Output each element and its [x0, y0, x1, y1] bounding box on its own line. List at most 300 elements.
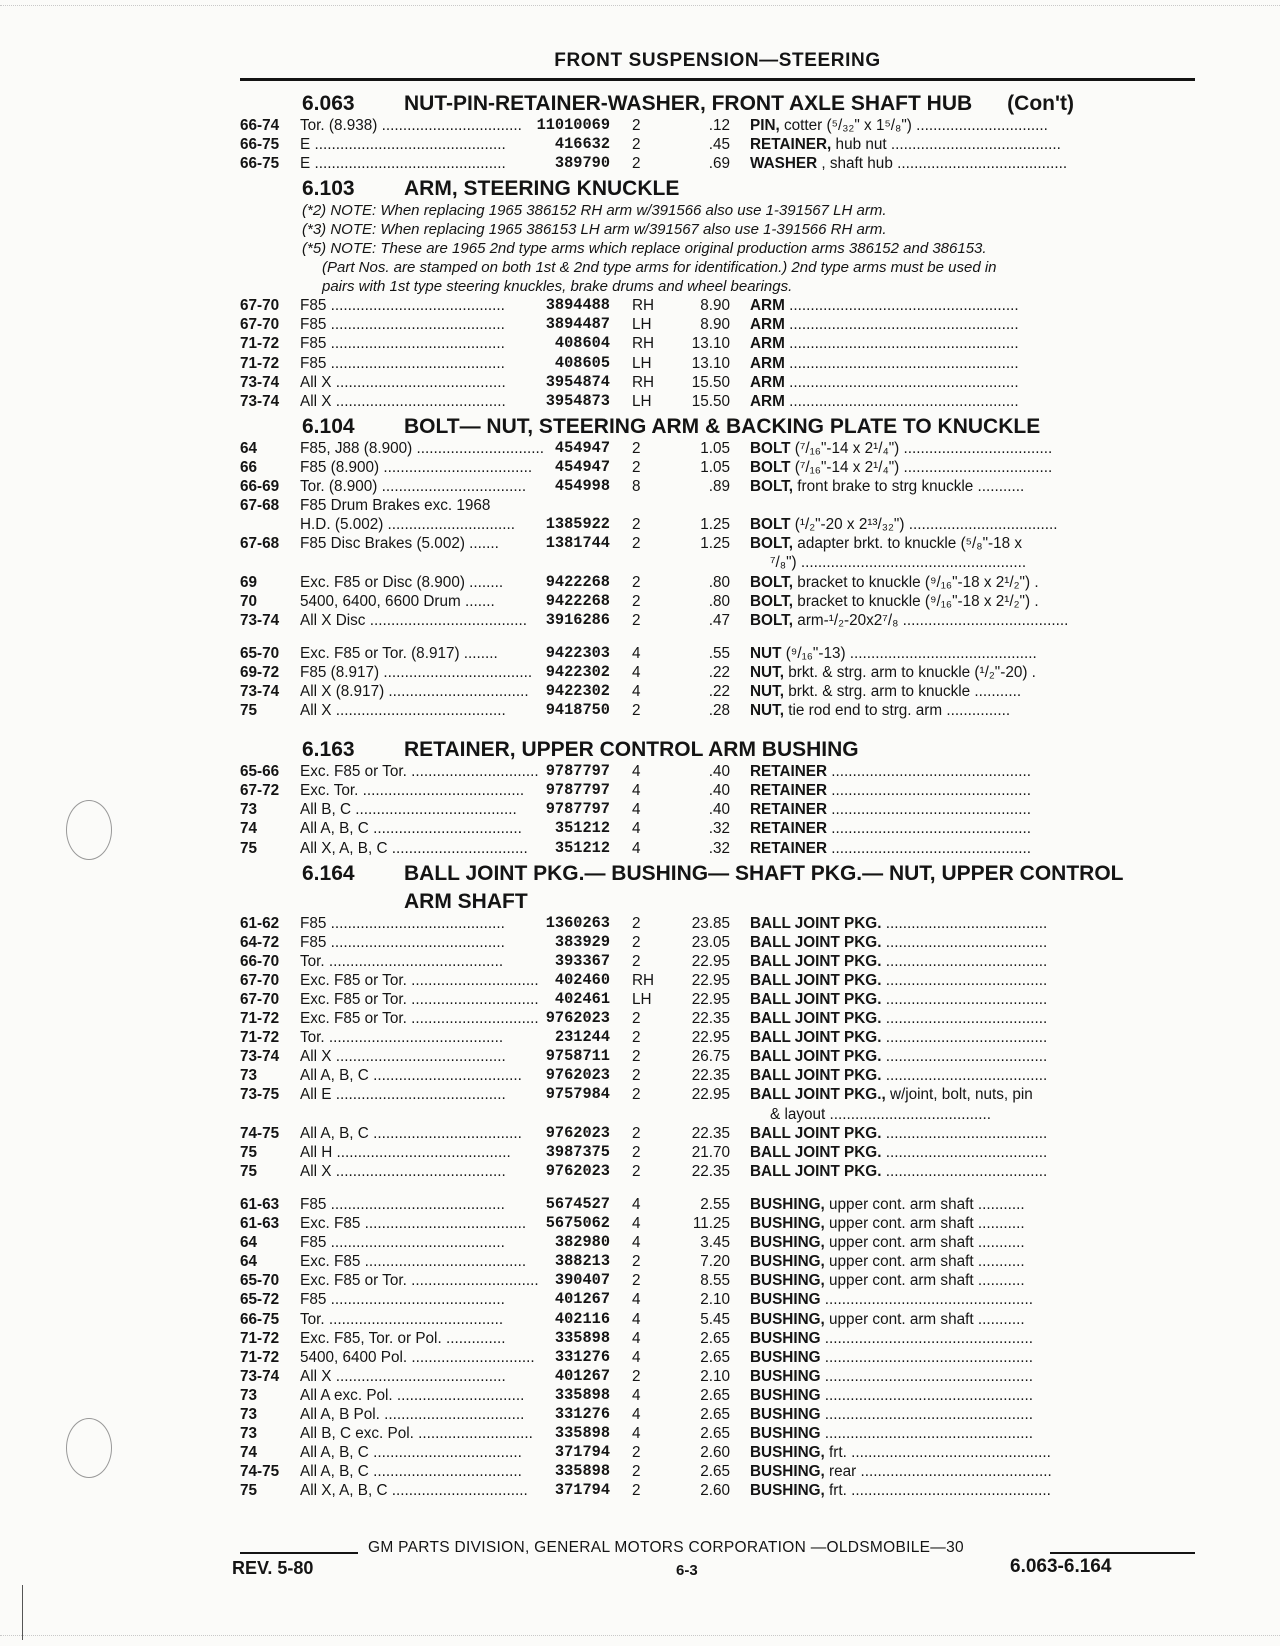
quantity: 2	[632, 611, 641, 629]
part-name: BALL JOINT PKG.	[750, 1048, 882, 1066]
page-number: 6-3	[676, 1562, 698, 1579]
part-name: BUSHING,	[750, 1444, 825, 1462]
quantity: 2	[632, 117, 641, 134]
model-years: 75	[240, 1143, 258, 1161]
part-detail: ...............................................	[827, 763, 1032, 781]
part-description	[730, 154, 1175, 173]
model-years: 73-75	[240, 1086, 280, 1104]
part-number: 401267	[554, 1290, 610, 1309]
quantity: 2	[632, 136, 641, 154]
model-years: 73	[240, 1067, 258, 1085]
part-detail: ......................................	[881, 1010, 1048, 1028]
part-detail: ......................................	[881, 1029, 1048, 1047]
quantity: 4	[632, 644, 641, 662]
part-number: 9762023	[545, 1066, 610, 1085]
part-row	[240, 135, 1195, 154]
price: 2.60	[700, 1444, 730, 1462]
price: 22.95	[691, 971, 730, 989]
model-years: 66-75	[240, 155, 280, 173]
model-years: 71-72	[240, 1348, 280, 1366]
section-title	[404, 414, 1195, 439]
part-description	[730, 1310, 1175, 1329]
application: All X, A, B, C ................................	[300, 1482, 528, 1500]
model-years: 71-72	[240, 1029, 280, 1047]
part-description	[730, 914, 1175, 933]
part-detail: upper cont. arm shaft ...........	[824, 1310, 1025, 1328]
price	[650, 496, 730, 515]
part-number: 9422268	[545, 572, 610, 591]
price: 21.70	[691, 1143, 730, 1161]
application: All A, B, C ...................................	[300, 1444, 522, 1462]
application: Exc. Tor. ......................................	[300, 782, 525, 800]
quantity: 2	[632, 933, 641, 951]
price: 1.05	[700, 439, 730, 457]
application: All A, B, C ...................................	[300, 1124, 522, 1142]
application: Exc. F85 or Disc (8.900) ........	[300, 573, 504, 591]
part-name: BALL JOINT PKG.	[750, 1010, 882, 1028]
part-row	[240, 952, 1195, 971]
part-description	[730, 800, 1175, 819]
scan-edge-bottom	[0, 1635, 1280, 1636]
part-row	[240, 1047, 1195, 1066]
part-detail: ......................................	[881, 914, 1048, 932]
part-number: 335898	[554, 1424, 610, 1443]
model-years: 75	[240, 1482, 258, 1500]
quantity: 4	[632, 1348, 641, 1366]
application: All A, B Pol. .................................	[300, 1405, 525, 1423]
quantity: 4	[632, 663, 641, 681]
quantity: 2	[632, 1253, 641, 1271]
continued-label: (Con't)	[1007, 92, 1074, 115]
part-number: 3987375	[545, 1142, 610, 1161]
part-name: BOLT	[750, 458, 791, 476]
part-detail: ......................................	[881, 1143, 1048, 1161]
application: F85 Drum Brakes exc. 1968	[300, 497, 491, 515]
price: .45	[708, 136, 730, 154]
part-description	[730, 682, 1175, 701]
part-row	[240, 682, 1195, 701]
part-row	[240, 334, 1195, 353]
part-row	[240, 1443, 1195, 1462]
model-years: 67-68	[240, 535, 280, 553]
quantity: 4	[632, 1234, 641, 1252]
application: F85 .........................................	[300, 933, 505, 951]
title-rule	[240, 78, 1195, 81]
part-name: RETAINER	[750, 763, 828, 781]
part-number: 382980	[554, 1233, 610, 1252]
part-detail: ...............................................	[827, 782, 1032, 800]
model-years: 66-75	[240, 136, 280, 154]
price: .55	[708, 644, 730, 662]
part-name: ARM	[750, 297, 785, 315]
part-number: 402461	[554, 990, 610, 1008]
part-description	[730, 762, 1175, 781]
application: E .............................................	[300, 155, 506, 173]
part-number: 335898	[554, 1462, 610, 1481]
part-detail: .................................................	[820, 1291, 1034, 1309]
part-detail: ...............................................	[827, 839, 1032, 857]
application: Tor. (8.938) .................................	[300, 117, 522, 134]
model-years: 73	[240, 1425, 258, 1443]
row-spacer	[240, 630, 1195, 644]
part-description	[730, 1348, 1175, 1367]
punch-hole-ring	[66, 1418, 112, 1478]
part-row	[240, 458, 1195, 477]
quantity: 2	[632, 702, 641, 720]
section-note: (*2) NOTE: When replacing 1965 386152 RH arm w/391566 also use 1-391567 LH arm.	[302, 202, 887, 220]
application: All B, C exc. Pol. ...........................	[300, 1425, 533, 1443]
application: All X ........................................	[300, 373, 506, 391]
part-description-continued	[240, 553, 1195, 572]
price: 2.65	[700, 1348, 730, 1366]
part-number: 454947	[554, 438, 610, 457]
price: 13.10	[691, 335, 730, 353]
price: 22.35	[691, 1010, 730, 1028]
part-name: BOLT,	[750, 535, 794, 553]
punch-hole-ring	[66, 800, 112, 860]
part-row	[240, 1066, 1195, 1085]
part-detail: , shaft hub ........................................	[817, 155, 1068, 173]
model-years: 73	[240, 801, 258, 819]
part-description	[730, 952, 1175, 971]
quantity: 2	[632, 1143, 641, 1161]
row-spacer	[240, 1181, 1195, 1195]
part-name: BUSHING,	[750, 1272, 825, 1290]
footer-rule-left	[240, 1552, 358, 1554]
part-description	[730, 534, 1175, 553]
part-name: BUSHING,	[750, 1253, 825, 1271]
model-years: 61-62	[240, 914, 280, 932]
model-years: 66-70	[240, 952, 280, 970]
part-row	[240, 1028, 1195, 1047]
model-years: 74	[240, 820, 258, 838]
part-description	[730, 296, 1175, 315]
quantity: 2	[632, 1010, 641, 1028]
part-row	[240, 154, 1195, 173]
price: 2.65	[700, 1329, 730, 1347]
part-description	[730, 458, 1175, 477]
quantity: 4	[632, 801, 641, 819]
part-number: 5674527	[545, 1194, 610, 1213]
part-description	[730, 839, 1175, 858]
model-years: 73-74	[240, 682, 280, 700]
quantity: 4	[632, 1291, 641, 1309]
model-years: 73-74	[240, 611, 280, 629]
quantity	[610, 496, 650, 515]
part-number: 393367	[554, 951, 610, 970]
quantity: 2	[632, 1444, 641, 1462]
part-detail: ......................................................	[784, 297, 1019, 315]
part-detail: (⁷/₁₆"-14 x 2¹/₄") ...................................	[790, 458, 1053, 476]
price: .80	[708, 592, 730, 610]
indent-spacer	[240, 1105, 750, 1124]
application: F85 .........................................	[300, 1291, 505, 1309]
application: All H .........................................	[300, 1143, 511, 1161]
part-name: BALL JOINT PKG.	[750, 952, 882, 970]
part-description	[730, 1443, 1175, 1462]
part-name: BOLT	[750, 516, 791, 534]
part-number	[518, 496, 610, 515]
part-name: BALL JOINT PKG.,	[750, 1086, 886, 1104]
part-detail: rear .............................................	[824, 1463, 1052, 1481]
application: 5400, 6400, 6600 Drum .......	[300, 592, 495, 610]
model-years: 73	[240, 1386, 258, 1404]
part-row	[240, 839, 1195, 858]
part-detail: arm-¹/₂-20x2⁷/₈ .......................................	[793, 611, 1069, 629]
model-years: 66-75	[240, 1310, 280, 1328]
quantity: LH	[632, 991, 652, 1008]
part-number: 454947	[554, 457, 610, 476]
quantity: 2	[632, 1029, 641, 1047]
part-row	[240, 1124, 1195, 1143]
part-number: 1381744	[545, 534, 610, 553]
part-detail: .................................................	[820, 1425, 1034, 1443]
part-name: BOLT,	[750, 573, 794, 591]
part-detail: ......................................	[881, 1067, 1048, 1085]
part-number: 401267	[554, 1366, 610, 1385]
part-number: 371794	[554, 1443, 610, 1462]
part-number: 335898	[554, 1385, 610, 1404]
part-number: 416632	[554, 135, 610, 154]
section-title-text: BALL JOINT PKG.— BUSHING— SHAFT PKG.— NUT, UPPER CONTROL	[404, 861, 1124, 885]
part-description	[730, 1009, 1175, 1028]
model-years: 69	[240, 573, 258, 591]
application: Tor. .........................................	[300, 952, 504, 970]
part-name: BUSHING	[750, 1329, 821, 1347]
part-row	[240, 1424, 1195, 1443]
model-years: 61-63	[240, 1195, 280, 1213]
part-number: 9422303	[545, 643, 610, 662]
part-name: BALL JOINT PKG.	[750, 933, 882, 951]
part-description	[730, 373, 1175, 392]
section-number: 6.163	[302, 738, 355, 762]
model-years: 67-70	[240, 991, 280, 1008]
footer-publisher: GM PARTS DIVISION, GENERAL MOTORS CORPORATION —OLDSMOBILE—30	[368, 1539, 964, 1556]
part-description	[730, 573, 1175, 592]
part-description	[730, 1386, 1175, 1405]
price: 22.35	[691, 1124, 730, 1142]
section-spacer	[240, 720, 1195, 734]
part-detail: .................................................	[820, 1405, 1034, 1423]
part-number: 5675062	[545, 1214, 610, 1233]
part-row	[240, 315, 1195, 334]
section-title-text: ARM SHAFT	[404, 889, 528, 913]
model-years	[240, 515, 300, 534]
section-number: 6.104	[302, 414, 355, 438]
part-detail: ......................................	[881, 933, 1048, 951]
part-detail: (⁷/₁₆"-14 x 2¹/₄") ...................................	[790, 439, 1053, 457]
part-number: 9762023	[545, 1161, 610, 1180]
part-detail: upper cont. arm shaft ...........	[824, 1195, 1025, 1213]
part-number: 9758711	[545, 1047, 610, 1066]
price: .40	[708, 782, 730, 800]
part-number: 454998	[554, 477, 610, 496]
price: .89	[708, 478, 730, 496]
quantity: 2	[632, 1367, 641, 1385]
part-row	[240, 1009, 1195, 1028]
part-name: BUSHING,	[750, 1234, 825, 1252]
part-description	[730, 1233, 1175, 1252]
part-description	[730, 1462, 1175, 1481]
part-description	[730, 933, 1175, 952]
part-row	[240, 1252, 1195, 1271]
part-detail: bracket to knuckle (⁹/₁₆"-18 x 2¹/₂") .	[793, 573, 1039, 591]
part-name: RETAINER	[750, 801, 828, 819]
part-description	[730, 1047, 1175, 1066]
part-detail: upper cont. arm shaft ...........	[824, 1272, 1025, 1290]
part-detail: ......................................	[881, 971, 1048, 989]
section-heading	[240, 176, 1195, 201]
part-number: 390407	[554, 1271, 610, 1290]
part-detail: ......................................................	[784, 354, 1019, 372]
quantity: 2	[632, 1086, 641, 1104]
part-description	[730, 1252, 1175, 1271]
price: 13.10	[691, 354, 730, 372]
part-description	[730, 819, 1175, 838]
model-years: 75	[240, 1162, 258, 1180]
part-detail: ......................................................	[784, 316, 1019, 334]
part-row	[240, 663, 1195, 682]
model-years: 73-74	[240, 1367, 280, 1385]
application: All X Disc .....................................	[300, 611, 527, 629]
part-name: BUSHING,	[750, 1215, 825, 1233]
part-row	[240, 990, 1195, 1009]
part-number: 1385922	[545, 515, 610, 534]
quantity: 2	[632, 914, 641, 932]
part-row	[240, 1310, 1195, 1329]
part-description	[730, 1195, 1175, 1214]
model-years: 75	[240, 839, 258, 857]
price: 8.90	[700, 316, 730, 334]
price: 23.85	[691, 914, 730, 932]
price: 3.45	[700, 1234, 730, 1252]
price: 15.50	[691, 392, 730, 410]
application: Exc. F85 or Tor. (8.917) ........	[300, 644, 498, 662]
part-row	[240, 1214, 1195, 1233]
part-name: BALL JOINT PKG.	[750, 971, 882, 989]
application: All X, A, B, C ................................	[300, 839, 528, 857]
part-description	[730, 1290, 1175, 1309]
model-years: 73-74	[240, 392, 280, 410]
application: H.D. (5.002) ..............................	[300, 516, 516, 534]
part-detail: & layout ......................................	[770, 1105, 992, 1123]
part-name: BUSHING	[750, 1405, 821, 1423]
section-number: 6.164	[302, 861, 355, 885]
part-name: RETAINER,	[750, 136, 832, 154]
part-row	[240, 354, 1195, 373]
part-description	[730, 334, 1175, 353]
part-number: 408605	[554, 353, 610, 372]
part-number: 3954874	[545, 372, 610, 391]
part-description	[730, 439, 1175, 458]
price: 23.05	[691, 933, 730, 951]
application: F85 .........................................	[300, 316, 505, 334]
model-years: 67-70	[240, 971, 280, 989]
part-name: BUSHING,	[750, 1310, 825, 1328]
application: F85 .........................................	[300, 914, 505, 932]
part-name: NUT,	[750, 663, 784, 681]
quantity: 2	[632, 952, 641, 970]
part-description	[730, 663, 1175, 682]
part-row	[240, 644, 1195, 663]
part-number: 1360263	[545, 913, 610, 932]
application: Tor. (8.900) ..................................	[300, 478, 527, 496]
part-name: BOLT	[750, 439, 791, 457]
section-number: 6.063	[302, 92, 355, 115]
section-title	[404, 176, 1195, 201]
part-name: BOLT,	[750, 611, 794, 629]
part-name: ARM	[750, 316, 785, 334]
part-description	[730, 1214, 1175, 1233]
part-row	[240, 477, 1195, 496]
quantity: 2	[632, 458, 641, 476]
part-description	[730, 1028, 1175, 1047]
part-description	[730, 116, 1175, 135]
part-name: WASHER	[750, 155, 818, 173]
part-detail: ......................................	[881, 1124, 1048, 1142]
quantity: 2	[632, 155, 641, 173]
part-detail: ......................................................	[784, 335, 1019, 353]
part-row	[240, 116, 1195, 135]
model-years: 65-72	[240, 1291, 280, 1309]
part-detail: upper cont. arm shaft ...........	[824, 1234, 1025, 1252]
quantity: 2	[632, 1272, 641, 1290]
model-years: 74-75	[240, 1124, 280, 1142]
model-years: 67-68	[240, 497, 280, 515]
part-name: PIN,	[750, 117, 780, 134]
part-row	[240, 592, 1195, 611]
section-number: 6.103	[302, 177, 355, 201]
part-name: ARM	[750, 392, 785, 410]
part-name: NUT,	[750, 702, 784, 720]
part-name: BALL JOINT PKG.	[750, 1143, 882, 1161]
model-years: 71-72	[240, 1010, 280, 1028]
part-row	[240, 971, 1195, 990]
quantity: 4	[632, 839, 641, 857]
price: .40	[708, 763, 730, 781]
quantity: RH	[632, 335, 655, 353]
part-name: RETAINER	[750, 782, 828, 800]
part-row	[240, 1348, 1195, 1367]
quantity: 4	[632, 1405, 641, 1423]
part-row	[240, 1386, 1195, 1405]
part-detail: front brake to strg knuckle ...........	[793, 478, 1025, 496]
price: 5.45	[700, 1310, 730, 1328]
quantity: 4	[632, 1310, 641, 1328]
price: .69	[708, 155, 730, 173]
application: Exc. F85 or Tor. ..............................	[300, 971, 539, 989]
part-number: 9762023	[545, 1009, 610, 1028]
quantity: RH	[632, 297, 655, 315]
part-row	[240, 373, 1195, 392]
section-note: pairs with 1st type steering knuckles, brake drums and wheel bearings.	[322, 278, 793, 296]
section-title	[404, 91, 1195, 116]
part-description	[730, 971, 1175, 990]
part-detail: ......................................................	[784, 392, 1019, 410]
model-years: 64	[240, 439, 258, 457]
part-name: BALL JOINT PKG.	[750, 1124, 882, 1142]
part-detail: .................................................	[820, 1367, 1034, 1385]
price: 2.10	[700, 1367, 730, 1385]
part-row	[240, 1233, 1195, 1252]
price: .40	[708, 801, 730, 819]
part-detail: .................................................	[820, 1348, 1034, 1366]
model-years: 67-70	[240, 297, 280, 315]
part-number: 9787797	[545, 800, 610, 819]
quantity: 4	[632, 763, 641, 781]
application: Tor. .........................................	[300, 1310, 504, 1328]
part-detail: brkt. & strg. arm to knuckle (¹/₂"-20) .	[784, 663, 1036, 681]
